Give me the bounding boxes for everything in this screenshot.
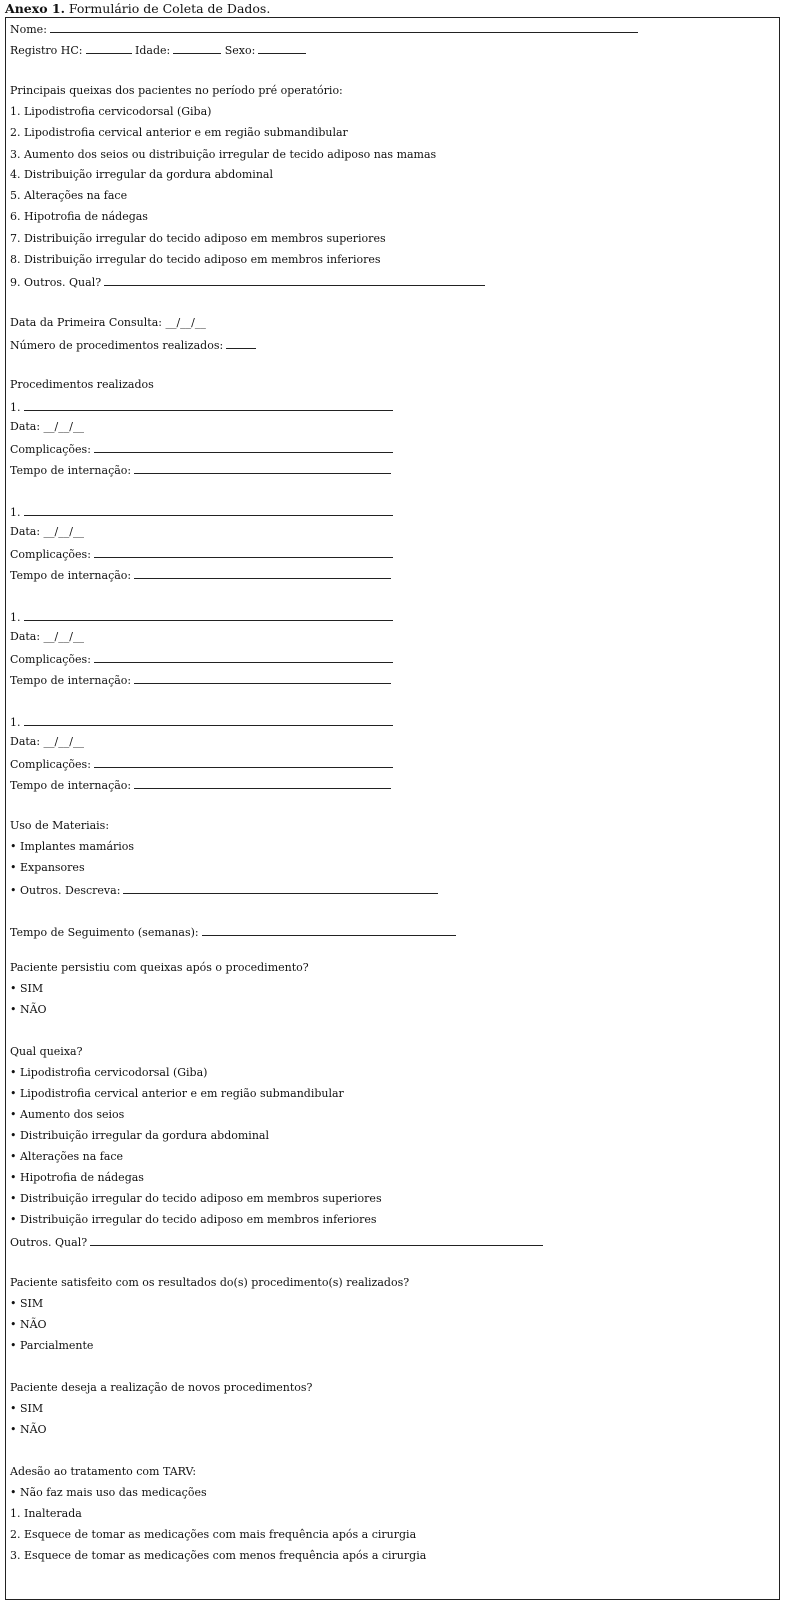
nome-label: Nome: xyxy=(10,23,47,36)
idade-label: Idade: xyxy=(135,44,171,57)
persistiu-option-nao[interactable]: • NÃO xyxy=(10,1003,47,1016)
num-procedimentos-row xyxy=(10,337,256,351)
complicacoes-row xyxy=(10,756,393,770)
complicacoes-field[interactable] xyxy=(94,546,393,558)
procedimento-data[interactable]: Data: __/__/__ xyxy=(10,420,84,433)
procedimento-field[interactable] xyxy=(24,714,393,726)
num-procedimentos-label: Número de procedimentos realizados: xyxy=(10,339,224,352)
queixa-item: 6. Hipotrofia de nádegas xyxy=(10,210,148,223)
complicacoes-row xyxy=(10,441,393,455)
procedimento-field[interactable] xyxy=(24,609,393,621)
caption-label: Anexo 1. xyxy=(5,1,65,16)
procedimento-data[interactable]: Data: __/__/__ xyxy=(10,525,84,538)
tempo-internacao-field[interactable] xyxy=(134,567,391,579)
qual-queixa-option[interactable]: • Lipodistrofia cervical anterior e em região submandibular xyxy=(10,1087,344,1100)
queixa-item: 5. Alterações na face xyxy=(10,189,128,202)
complicacoes-row xyxy=(10,651,393,665)
qual-queixa-option[interactable]: • Distribuição irregular do tecido adiposo em membros inferiores xyxy=(10,1213,377,1226)
queixa-item: 8. Distribuição irregular do tecido adiposo em membros inferiores xyxy=(10,253,381,266)
materiais-heading: Uso de Materiais: xyxy=(10,819,110,832)
qual-queixa-outros-label: Outros. Qual? xyxy=(10,1236,88,1249)
materiais-option[interactable]: • Expansores xyxy=(10,861,85,874)
qual-queixa-option[interactable]: • Distribuição irregular da gordura abdominal xyxy=(10,1129,269,1142)
sexo-label: Sexo: xyxy=(224,44,256,57)
queixa-outros-row xyxy=(10,274,485,288)
tempo-internacao-row xyxy=(10,462,391,476)
nome-field[interactable] xyxy=(50,21,638,33)
materiais-outros-field[interactable] xyxy=(123,882,438,894)
qual-queixa-option[interactable]: • Aumento dos seios xyxy=(10,1108,125,1121)
novos-option-nao[interactable]: • NÃO xyxy=(10,1423,47,1436)
queixa-item: 1. Lipodistrofia cervicodorsal (Giba) xyxy=(10,105,212,118)
tempo-internacao-row xyxy=(10,672,391,686)
idade-field[interactable] xyxy=(173,42,221,54)
tarv-option[interactable]: • Não faz mais uso das medicações xyxy=(10,1486,207,1499)
queixa-outros-field[interactable] xyxy=(104,274,485,286)
qual-queixa-outros-field[interactable] xyxy=(90,1234,543,1246)
qual-queixa-option[interactable]: • Distribuição irregular do tecido adiposo em membros superiores xyxy=(10,1192,382,1205)
caption-title: Formulário de Coleta de Dados. xyxy=(68,1,271,16)
procedimento-field[interactable] xyxy=(24,504,393,516)
complicacoes-field[interactable] xyxy=(94,441,393,453)
persistiu-heading: Paciente persistiu com queixas após o procedimento? xyxy=(10,961,309,974)
procedimento-row xyxy=(10,714,393,728)
seguimento-field[interactable] xyxy=(202,924,456,936)
procedimento-row xyxy=(10,609,393,623)
materiais-outros-row xyxy=(10,882,438,896)
procedimento-field[interactable] xyxy=(24,399,393,411)
seguimento-label: Tempo de Seguimento (semanas): xyxy=(10,926,199,939)
form-caption xyxy=(5,2,785,15)
novos-option-sim[interactable]: • SIM xyxy=(10,1402,44,1415)
nome-row xyxy=(10,21,638,35)
complicacoes-row xyxy=(10,546,393,560)
tempo-internacao-row xyxy=(10,777,391,791)
procedimento-row xyxy=(10,399,393,413)
sexo-field[interactable] xyxy=(258,42,306,54)
qual-queixa-option[interactable]: • Alterações na face xyxy=(10,1150,124,1163)
tarv-option[interactable]: 2. Esquece de tomar as medicações com mais frequência após a cirurgia xyxy=(10,1528,417,1541)
tempo-internacao-field[interactable] xyxy=(134,462,391,474)
queixa-outros-label: 9. Outros. Qual? xyxy=(10,276,102,289)
procedimento-data[interactable]: Data: __/__/__ xyxy=(10,630,84,643)
persistiu-option-sim[interactable]: • SIM xyxy=(10,982,44,995)
registro-field[interactable] xyxy=(86,42,132,54)
tempo-internacao-label: Tempo de internação: xyxy=(10,464,132,477)
data-primeira-consulta[interactable]: Data da Primeira Consulta: __/__/__ xyxy=(10,316,206,329)
registro-label: Registro HC: xyxy=(10,44,83,57)
materiais-option[interactable]: • Implantes mamários xyxy=(10,840,135,853)
tempo-internacao-field[interactable] xyxy=(134,777,391,789)
seguimento-row xyxy=(10,924,456,938)
tempo-internacao-label: Tempo de internação: xyxy=(10,674,132,687)
materiais-outros-label[interactable]: • Outros. Descreva: xyxy=(10,884,121,897)
qual-queixa-heading: Qual queixa? xyxy=(10,1045,83,1058)
procedimento-num: 1. xyxy=(10,611,21,624)
satisfeito-heading: Paciente satisfeito com os resultados do(s) procedimento(s) realizados? xyxy=(10,1276,410,1289)
satisfeito-option-nao[interactable]: • NÃO xyxy=(10,1318,47,1331)
queixa-item: 4. Distribuição irregular da gordura abdominal xyxy=(10,168,273,181)
tempo-internacao-field[interactable] xyxy=(134,672,391,684)
complicacoes-label: Complicações: xyxy=(10,443,91,456)
queixa-item: 2. Lipodistrofia cervical anterior e em região submandibular xyxy=(10,126,348,139)
registro-row xyxy=(10,42,306,56)
queixas-heading: Principais queixas dos pacientes no período pré operatório: xyxy=(10,84,343,97)
procedimento-row xyxy=(10,504,393,518)
tempo-internacao-label: Tempo de internação: xyxy=(10,779,132,792)
novos-heading: Paciente deseja a realização de novos procedimentos? xyxy=(10,1381,313,1394)
tarv-heading: Adesão ao tratamento com TARV: xyxy=(10,1465,197,1478)
procedimento-num: 1. xyxy=(10,506,21,519)
procedimento-data[interactable]: Data: __/__/__ xyxy=(10,735,84,748)
procedimentos-heading: Procedimentos realizados xyxy=(10,378,154,391)
complicacoes-field[interactable] xyxy=(94,651,393,663)
satisfeito-option-parcialmente[interactable]: • Parcialmente xyxy=(10,1339,94,1352)
queixa-item: 7. Distribuição irregular do tecido adiposo em membros superiores xyxy=(10,232,386,245)
tempo-internacao-row xyxy=(10,567,391,581)
complicacoes-label: Complicações: xyxy=(10,758,91,771)
qual-queixa-outros-row xyxy=(10,1234,543,1248)
queixa-item: 3. Aumento dos seios ou distribuição irregular de tecido adiposo nas mamas xyxy=(10,148,437,161)
complicacoes-label: Complicações: xyxy=(10,548,91,561)
tempo-internacao-label: Tempo de internação: xyxy=(10,569,132,582)
complicacoes-field[interactable] xyxy=(94,756,393,768)
num-procedimentos-field[interactable] xyxy=(226,337,256,349)
complicacoes-label: Complicações: xyxy=(10,653,91,666)
satisfeito-option-sim[interactable]: • SIM xyxy=(10,1297,44,1310)
procedimento-num: 1. xyxy=(10,716,21,729)
qual-queixa-option[interactable]: • Lipodistrofia cervicodorsal (Giba) xyxy=(10,1066,208,1079)
tarv-option[interactable]: 1. Inalterada xyxy=(10,1507,82,1520)
procedimento-num: 1. xyxy=(10,401,21,414)
tarv-option[interactable]: 3. Esquece de tomar as medicações com menos frequência após a cirurgia xyxy=(10,1549,427,1562)
qual-queixa-option[interactable]: • Hipotrofia de nádegas xyxy=(10,1171,144,1184)
